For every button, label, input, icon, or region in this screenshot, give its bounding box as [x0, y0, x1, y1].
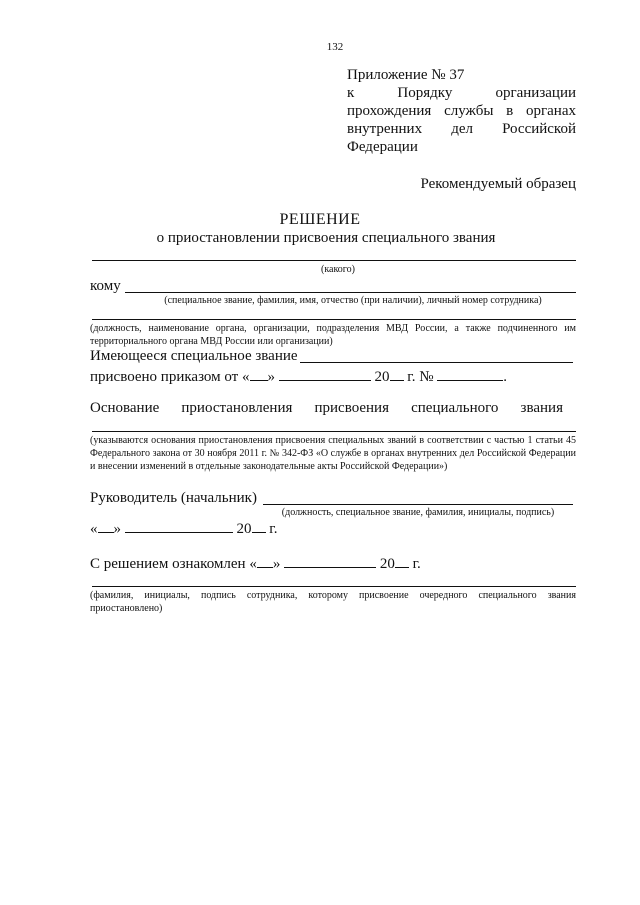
- order-month-field[interactable]: [279, 368, 371, 381]
- page-number: 132: [326, 41, 344, 53]
- acquainted-row: С решением ознакомлен « » 20 г.: [90, 556, 421, 572]
- order-number-field[interactable]: [437, 368, 503, 381]
- head-line[interactable]: [263, 504, 573, 505]
- basis-label: Основание приостановления присвоения специального звания: [90, 400, 563, 416]
- hint-head: (должность, специальное звание, фамилия, инициалы, подпись): [281, 507, 555, 518]
- employee-line[interactable]: [92, 586, 576, 587]
- order-day-field[interactable]: [250, 368, 268, 381]
- current-rank-label: Имеющееся специальное звание: [90, 348, 298, 364]
- assigned-order-row: присвоено приказом от « » 20 г. № .: [90, 369, 508, 385]
- acq-day-field[interactable]: [257, 555, 273, 568]
- komu-label: кому: [90, 278, 121, 294]
- komu-line[interactable]: [125, 292, 576, 293]
- appendix-block: [347, 66, 576, 156]
- recommended-sample: Рекомендуемый образец: [420, 176, 576, 192]
- appendix-line-5: Федерации: [347, 139, 418, 155]
- position-line[interactable]: [92, 319, 576, 320]
- hint-kakogo: (какого): [320, 264, 355, 275]
- head-day-field[interactable]: [98, 520, 114, 533]
- head-date-row: « » 20 г.: [90, 521, 278, 537]
- head-month-field[interactable]: [125, 520, 233, 533]
- hint-employee: (фамилия, инициалы, подпись сотрудника, которому присвоение очередного специального звания приостановлено): [90, 590, 576, 614]
- current-rank-line[interactable]: [300, 362, 573, 363]
- appendix-title: Приложение № 37: [347, 67, 465, 83]
- head-year-field[interactable]: [252, 520, 266, 533]
- hint-basis: (указываются основания приостановления присвоения специальных званий в соответствии с частью 1 статьи 45 Федерального закона от 30 ноября 2011 г. № 342-ФЗ «О службе в органах внутренних дел Российской Федерации и внесении изменений в отдельные законодательные акты Российской Федерации»): [90, 435, 576, 472]
- acq-year-field[interactable]: [395, 555, 409, 568]
- hint-komu: (специальное звание, фамилия, имя, отчество (при наличии), личный номер сотрудника): [164, 295, 542, 306]
- acq-month-field[interactable]: [284, 555, 376, 568]
- head-label: Руководитель (начальник): [90, 490, 257, 506]
- order-year-field[interactable]: [390, 368, 404, 381]
- appendix-line-4: внутренних дел Российской: [347, 121, 576, 137]
- hint-position: (должность, наименование органа, организации, подразделения МВД России, а также подчиненного им территориального органа МВД России или организации): [90, 323, 576, 347]
- document-subtitle: о приостановлении присвоения специального звания: [156, 230, 496, 246]
- document-title: РЕШЕНИЕ: [279, 211, 361, 228]
- appendix-line-3: прохождения службы в органах: [347, 103, 576, 119]
- kakogo-line[interactable]: [92, 260, 576, 261]
- basis-line[interactable]: [92, 431, 576, 432]
- appendix-line-2: к Порядку организации: [347, 85, 576, 101]
